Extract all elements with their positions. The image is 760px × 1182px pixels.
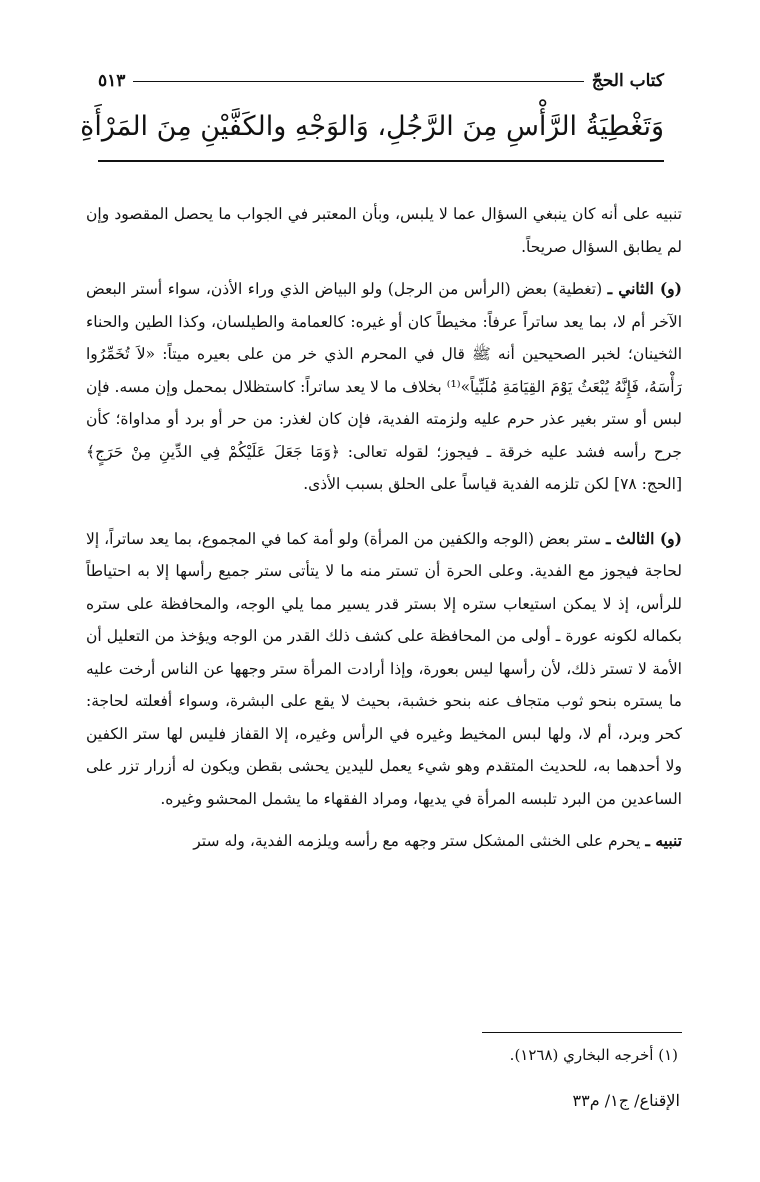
printer-signature: الإقناع/ ج١/ م٣٣ <box>572 1091 680 1110</box>
paragraph-4-text: يحرم على الخنثى المشكل ستر وجهه مع رأسه ويلزمه الفدية، وله ستر <box>193 832 641 850</box>
running-header-title: كتاب الحجّ <box>591 71 664 91</box>
commentary-body <box>86 198 682 868</box>
page-number: ٥١٣ <box>98 71 126 91</box>
paragraph-2-text: (تغطية) بعض (الرأس من الرجل) ولو البياض الذي وراء الأذن، سواء أستر البعض الآخر أم لا، بما يعد ساتراً عرفاً: مخيطاً كان أو غيره: كالعمامة والطيلسان، وكذا الطين والحناء الثخينان؛ لخبر الصحيحين أنه ﷺ قال في المحرم الذي خر من على بعيره ميتاً: «لاَ تُخَمِّرُوا رَأْسَهُ، فَإِنَّهُ يُبْعَثُ يَوْمَ القِيَامَةِ مُلَبِّياً»⁽¹⁾ بخلاف ما لا يعد ساتراً: كاستظلال بمحمل وإن مسه. فإن لبس أو ستر بغير عذر حرم عليه ولزمته الفدية، فإن كان لغذر: من حر أو برد أو مداواة؛ كأن جرح رأسه فشد عليه خرقة ـ فيجوز؛ لقوله تعالى: ﴿وَمَا جَعَلَ عَلَيْكُمْ فِي الدِّينِ مِنْ حَرَجٍ﴾ [الحج: ٧٨] لكن تلزمه الفدية قياساً على الحلق بسبب الأذى. <box>86 280 682 493</box>
paragraph-4-lead: تنبيه ـ <box>645 831 682 850</box>
paragraph-2 <box>86 273 682 501</box>
paragraph-1 <box>86 198 682 263</box>
paragraph-1-text: تنبيه على أنه كان ينبغي السؤال عما لا يلبس، وبأن المعتبر في الجواب ما يحصل المقصود وإن لم يطابق السؤال صريحاً. <box>86 205 682 256</box>
matn-separator-rule <box>98 160 664 162</box>
paragraph-3-lead: (و) الثالث ـ <box>606 528 682 548</box>
running-header-rule <box>133 81 583 82</box>
matn-text: وَتَغْطِيَةُ الرَّأْسِ مِنَ الرَّجُلِ، وَالوَجْهِ والكَفَّيْنِ مِنَ المَرْأَةِ <box>80 111 664 142</box>
footnote: (١) أخرجه البخاري (١٢٦٨). <box>509 1046 678 1064</box>
paragraph-2-lead: (و) الثاني ـ <box>607 279 683 298</box>
paragraph-3 <box>86 523 682 816</box>
paragraph-4 <box>86 825 682 858</box>
paragraph-3-text: ستر بعض (الوجه والكفين من المرأة) ولو أمة كما في المجموع، بما يعد ساتراً، إلا لحاجة فيجوز مع الفدية. وعلى الحرة أن تستر منه ما لا يتأتى ستر جميع رأسها إلا به احتياطاً للرأس، إذ لا يمكن استيعاب ستره إلا بستر قدر يسير مما يلي الوجه، والمحافظة على ستره بكماله لكونه عورة ـ أولى من المحافظة على كشف ذلك القدر من الوجه ويؤخذ من التعليل أن الأمة لا تستر ذلك، لأن رأسها ليس بعورة، وإذا أرادت المرأة ستر وجهها عن الناس أرخت عليه ما يستره بنحو ثوب متجاف عنه بنحو خشبة، بحيث لا يقع على البشرة، وسواء أفعلته لحاجة: كحر وبرد، أم لا، ولها لبس المخيط وغيره في الرأس وغيره، إلا القفاز فليس لها ستر الكفين ولا أحدهما به، للحديث المتقدم وهو شيء يعمل لليدين يحشى بقطن ويكون له أزرار تزر على الساعدين من البرد تلبسه المرأة في يديها، ومراد الفقهاء ما يشمل المحشو وغيره. <box>86 529 682 808</box>
footnote-rule <box>482 1032 682 1033</box>
running-header <box>98 66 664 96</box>
